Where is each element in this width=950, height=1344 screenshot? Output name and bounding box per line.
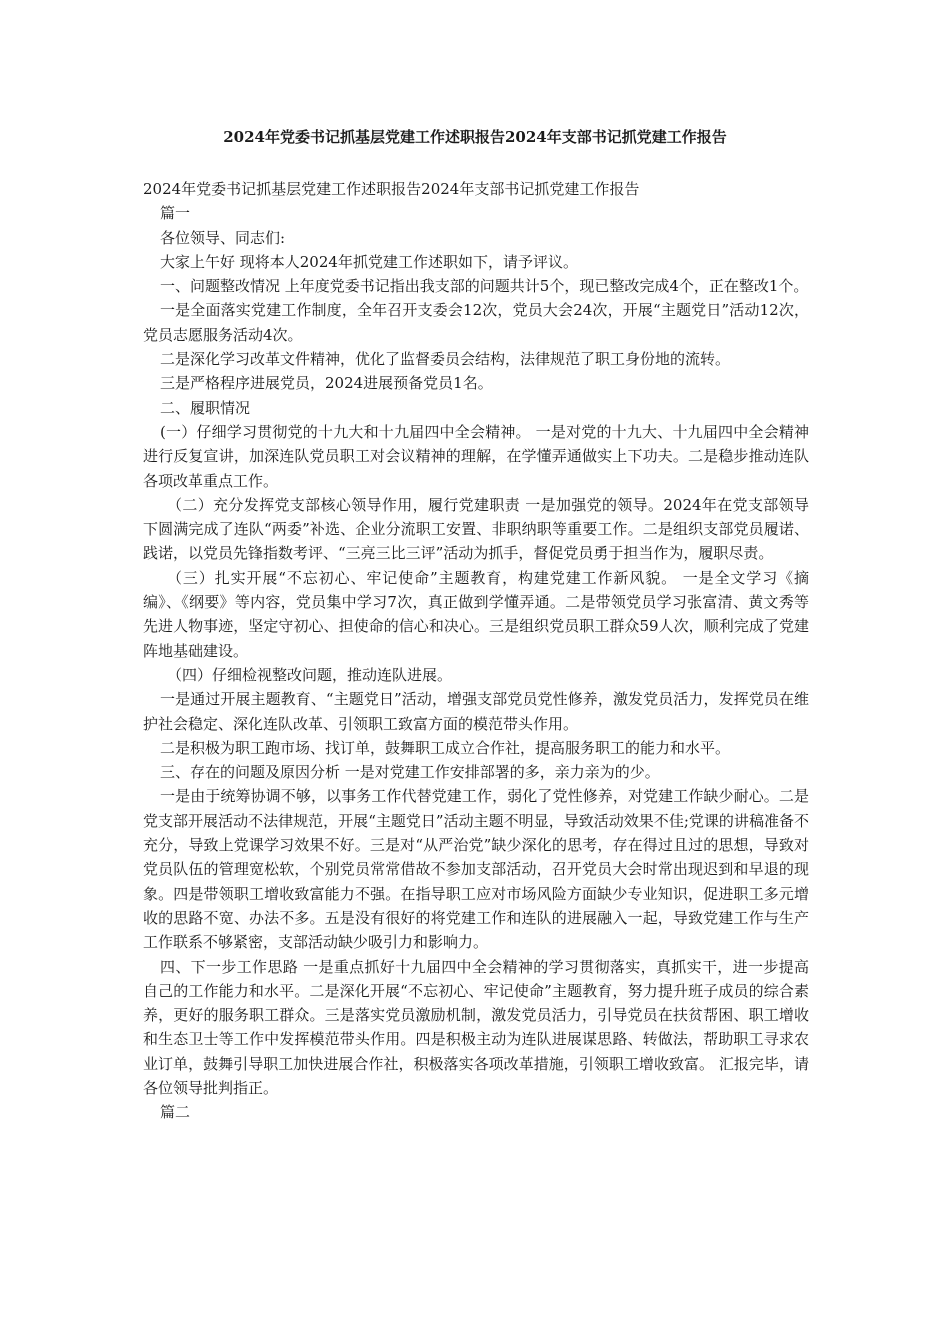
opening-paragraph: 大家上午好 现将本人2024年抓党建工作述职如下，请予评议。 xyxy=(160,252,578,271)
document-body xyxy=(143,177,809,1125)
heading-duty-performance: 二、履职情况 xyxy=(160,398,251,417)
paragraph-rectification-item-1: 一是全面落实党建工作制度，全年召开支委会12次，党员大会24次，开展“主题党日”活动12次，党员志愿服务活动4次。 xyxy=(143,301,809,344)
paragraph-rectification-item-2: 二是深化学习改革文件精神，优化了监督委员会结构，法律规范了职工身份地的流转。 xyxy=(160,350,731,369)
body-heading: 2024年党委书记抓基层党建工作述职报告2024年支部书记抓党建工作报告 xyxy=(143,180,640,198)
salutation: 各位领导、同志们: xyxy=(160,228,286,247)
paragraph-next-steps: 四、下一步工作思路 一是重点抓好十九届四中全会精神的学习贯彻落实，真抓实干，进一步提高自己的工作能力和水平。二是深化开展“不忘初心、牢记使命”主题教育，努力提升班子成员的综合素养，更好的服务职工群众。三是落实党员激励机制，激发党员活力，引导党员在扶贫帮困、职工增收和生态卫士等工作中发挥模范带头作用。四是积极主动为连队进展谋思路、转做法，帮助职工寻求农业订单，鼓舞引导职工加快进展合作社，积极落实各项改革措施，引领职工增收致富。 汇报完毕，请各位领导批判指正。 xyxy=(143,957,809,1097)
paragraph-duty-2: （二）充分发挥党支部核心领导作用，履行党建职责 一是加强党的领导。2024年在党支部领导下圆满完成了连队“两委”补选、企业分流职工安置、非职纳职等重要工作。二是组织支部党员履诺、践诺，以党员先锋指数考评、“三亮三比三评”活动为抓手，督促党员勇于担当作为，履职尽责。 xyxy=(143,495,809,563)
paragraph-duty-4: （四）仔细检视整改问题，推动连队进展。 xyxy=(167,665,453,684)
paragraph-duty-4-item-2: 二是积极为职工跑市场、找订单，鼓舞职工成立合作社，提高服务职工的能力和水平。 xyxy=(160,738,731,757)
document-title: 2024年党委书记抓基层党建工作述职报告2024年支部书记抓党建工作报告 xyxy=(223,128,727,146)
paragraph-duty-4-item-1: 一是通过开展主题教育、“主题党日”活动，增强支部党员党性修养，激发党员活力，发挥党员在维护社会稳定、深化连队改革、引领职工致富方面的模范带头作用。 xyxy=(143,690,809,733)
paragraph-rectification: 一、问题整改情况 上年度党委书记指出我支部的问题共计5个，现已整改完成4个，正在整改1个。 xyxy=(160,277,809,296)
paragraph-rectification-item-3: 三是严格程序进展党员，2024进展预备党员1名。 xyxy=(160,374,493,393)
paragraph-duty-1: (一）仔细学习贯彻党的十九大和十九届四中全会精神。 一是对党的十九大、十九届四中全会精神进行反复宣讲，加深连队党员职工对会议精神的理解，在学懂弄通做实上下功夫。二是稳步推动连队各项改革重点工作。 xyxy=(143,422,809,490)
section-label-part-two: 篇二 xyxy=(160,1103,191,1122)
paragraph-problems: 三、存在的问题及原因分析 一是对党建工作安排部署的多，亲力亲为的少。 xyxy=(160,763,660,782)
paragraph-problem-causes: 一是由于统筹协调不够，以事务工作代替党建工作，弱化了党性修养，对党建工作缺少耐心。二是党支部开展活动不法律规范，开展“主题党日”活动主题不明显，导致活动效果不佳;党课的讲稿准备不充分，导致上党课学习效果不好。三是对“从严治党”缺少深化的思考，存在得过且过的思想，导致对党员队伍的管理宽松软，个别党员常常借故不参加支部活动，召开党员大会时常出现迟到和早退的现象。四是带领职工增收致富能力不强。在指导职工应对市场风险方面缺少专业知识，促进职工多元增收的思路不宽、办法不多。五是没有很好的将党建工作和连队的进展融入一起，导致党建工作与生产工作联系不够紧密，支部活动缺少吸引力和影响力。 xyxy=(143,787,809,952)
section-label-part-one: 篇一 xyxy=(160,204,191,223)
paragraph-duty-3: （三）扎实开展“不忘初心、牢记使命”主题教育，构建党建工作新风貌。 一是全文学习《摘编》、《纲要》等内容，党员集中学习7次，真正做到学懂弄通。二是带领党员学习张富清、黄文秀等先进人物事迹，坚定守初心、担使命的信心和决心。三是组织党员职工群众59人次，顺利完成了党建阵地基础建设。 xyxy=(143,568,809,660)
